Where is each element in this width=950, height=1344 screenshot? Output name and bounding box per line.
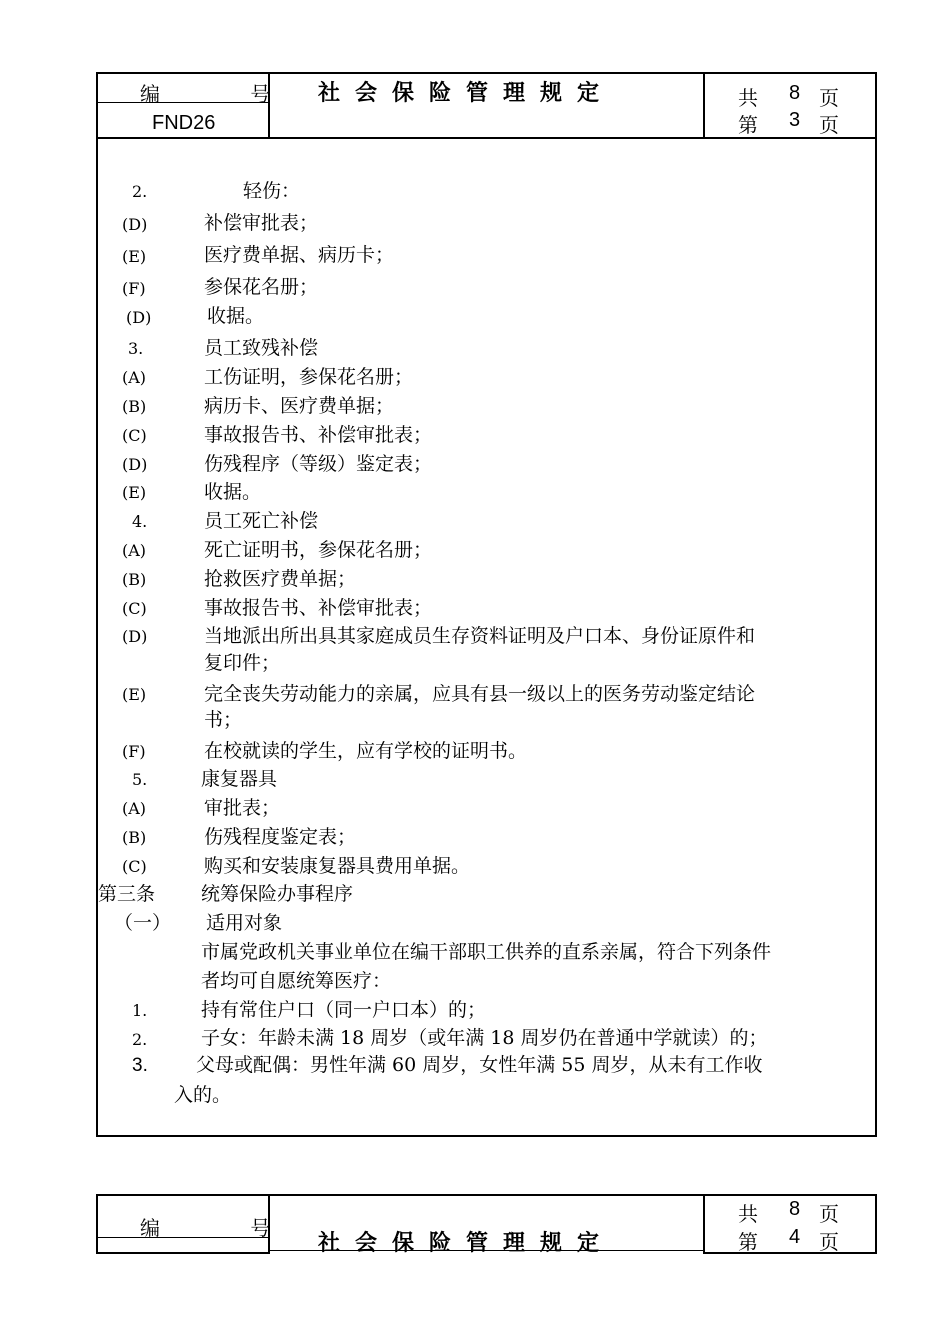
list-item-text: 员工死亡补偿 [204, 510, 319, 532]
list-marker: (A) [122, 799, 147, 818]
next-header-bottom [96, 1252, 269, 1254]
code-value: FND26 [152, 112, 216, 134]
list-marker: (B) [122, 397, 147, 416]
list-marker: (C) [122, 857, 147, 876]
list-marker: (D) [126, 308, 152, 327]
list-marker: 2. [132, 1030, 148, 1049]
page-title: 社会保险管理规定 [318, 80, 615, 106]
section-marker: （一） [114, 912, 172, 934]
next-current-page: 4 [789, 1226, 801, 1248]
header-right-divider [703, 72, 705, 138]
next-header-right-divider [703, 1194, 705, 1254]
code-label: 编 号 [140, 82, 313, 106]
list-marker: (E) [122, 483, 147, 502]
next-total-label: 共 [738, 1202, 758, 1226]
list-marker: 2. [132, 182, 148, 201]
list-marker: (C) [122, 426, 147, 445]
list-marker: (F) [122, 742, 146, 761]
current-page: 3 [789, 109, 801, 131]
next-header-bottom [703, 1252, 877, 1254]
list-marker: (B) [122, 570, 147, 589]
list-marker: 3. [132, 1055, 148, 1076]
header-divider [96, 137, 877, 139]
list-item-text: 审批表； [204, 797, 281, 819]
article-title: 统筹保险办事程序 [201, 883, 354, 905]
list-item-text: 收据。 [207, 305, 265, 327]
list-item-text: 参保花名册； [204, 276, 319, 298]
list-item-text: 轻伤： [243, 180, 301, 202]
list-marker: (B) [122, 828, 147, 847]
list-marker: (C) [122, 599, 147, 618]
next-total-unit: 页 [819, 1202, 839, 1226]
list-marker: (A) [122, 541, 147, 560]
list-marker: (D) [122, 215, 148, 234]
next-page-title: 社会保险管理规定 [318, 1230, 615, 1256]
next-code-label: 编 号 [140, 1216, 313, 1240]
section-title: 适用对象 [206, 912, 283, 934]
list-marker: (F) [122, 279, 146, 298]
total-unit: 页 [819, 86, 839, 110]
list-item-continuation: 书； [204, 709, 243, 731]
list-item-continuation: 入的。 [174, 1084, 232, 1106]
list-item-text: 收据。 [204, 481, 262, 503]
list-item-text: 员工致残补偿 [204, 337, 319, 359]
list-item-text: 抢救医疗费单据； [204, 568, 357, 590]
list-marker: (E) [122, 685, 147, 704]
list-item-text: 持有常住户口（同一户口本）的； [201, 999, 487, 1021]
list-item-text: 在校就读的学生，应有学校的证明书。 [204, 740, 528, 762]
list-item-text: 工伤证明，参保花名册； [204, 366, 414, 388]
list-item-text: 当地派出所出具其家庭成员生存资料证明及户口本、身份证原件和 [204, 625, 756, 647]
list-marker: (D) [122, 627, 148, 646]
list-marker: 5. [132, 770, 148, 789]
list-item-text: 康复器具 [201, 768, 278, 790]
list-marker: 3. [128, 339, 144, 358]
list-item-text: 购买和安装康复器具费用单据。 [204, 855, 471, 877]
next-current-unit: 页 [819, 1230, 839, 1254]
article-marker: 第三条 [98, 883, 156, 905]
list-item-continuation: 复印件； [204, 652, 281, 674]
list-marker: (D) [122, 455, 148, 474]
list-item-text: 补偿审批表； [204, 212, 319, 234]
list-item-text: 死亡证明书，参保花名册； [204, 539, 433, 561]
paragraph-line: 市属党政机关事业单位在编干部职工供养的直系亲属，符合下列条件 [201, 941, 772, 963]
current-unit: 页 [819, 113, 839, 137]
total-label: 共 [738, 86, 758, 110]
next-current-label: 第 [738, 1230, 758, 1254]
list-item-text: 事故报告书、补偿审批表； [204, 597, 433, 619]
total-pages: 8 [789, 82, 801, 104]
list-item-text: 父母或配偶：男性年满 60 周岁，女性年满 55 周岁，从未有工作收 [196, 1054, 763, 1076]
list-item-text: 病历卡、医疗费单据； [204, 395, 395, 417]
current-label: 第 [738, 113, 758, 137]
list-item-text: 伤残程度鉴定表； [204, 826, 357, 848]
list-item-text: 医疗费单据、病历卡； [204, 244, 395, 266]
list-marker: 4. [132, 512, 148, 531]
list-item-text: 子女：年龄未满 18 周岁（或年满 18 周岁仍在普通中学就读）的； [201, 1027, 768, 1049]
list-item-text: 事故报告书、补偿审批表； [204, 424, 433, 446]
list-item-text: 伤残程序（等级）鉴定表； [204, 453, 433, 475]
paragraph-line: 者均可自愿统筹医疗： [201, 970, 392, 992]
list-marker: 1. [132, 1001, 148, 1020]
next-total-pages: 8 [789, 1198, 801, 1220]
list-marker: (E) [122, 247, 147, 266]
list-item-text: 完全丧失劳动能力的亲属，应具有县一级以上的医务劳动鉴定结论 [204, 683, 756, 705]
list-marker: (A) [122, 368, 147, 387]
